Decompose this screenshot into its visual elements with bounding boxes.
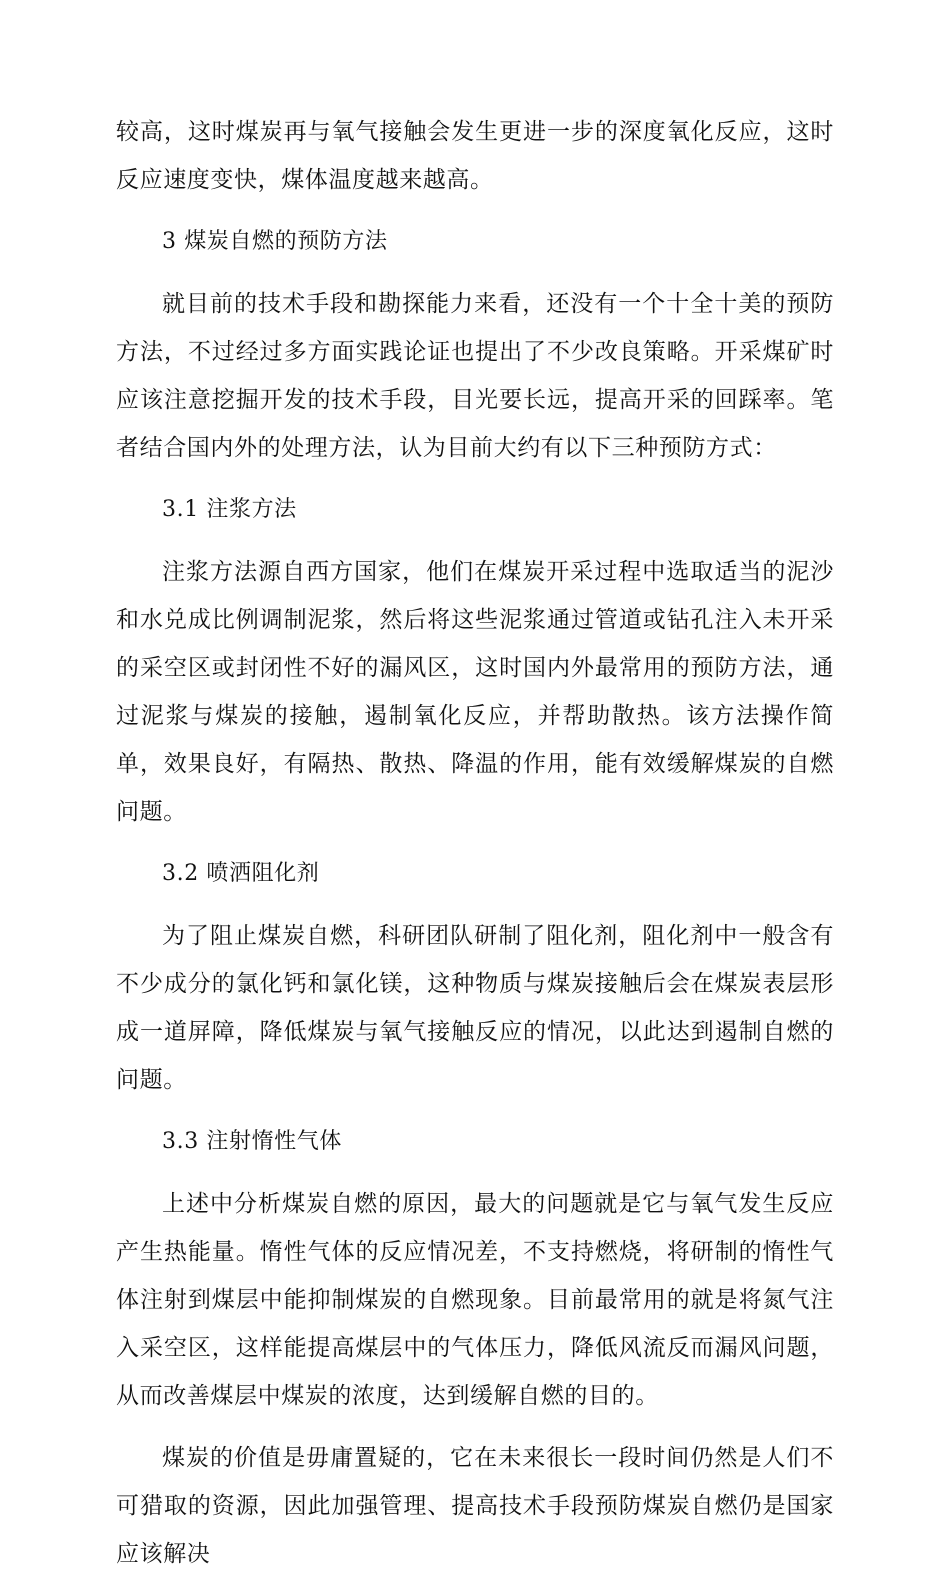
section-heading-3-3: 3.3 注射惰性气体 bbox=[162, 1129, 342, 1154]
section-heading-3-1: 3.1 注浆方法 bbox=[162, 497, 297, 522]
paragraph-oxidation-continued: 较高，这时煤炭再与氧气接触会发生更进一步的深度氧化反应，这时反应速度变快，煤体温度越来越高。 bbox=[116, 119, 834, 193]
section-heading-3: 3 煤炭自燃的预防方法 bbox=[162, 229, 388, 254]
paragraph-inhibitor: 为了阻止煤炭自燃，科研团队研制了阻化剂，阻化剂中一般含有不少成分的氯化钙和氯化镁，这种物质与煤炭接触后会在煤炭表层形成一道屏障，降低煤炭与氧气接触反应的情况，以此达到遏制自燃的问题。 bbox=[116, 923, 834, 1093]
document-page bbox=[116, 108, 834, 1578]
paragraph-prevention-intro: 就目前的技术手段和勘探能力来看，还没有一个十全十美的预防方法，不过经过多方面实践论证也提出了不少改良策略。开采煤矿时应该注意挖掘开发的技术手段，目光要长远，提高开采的回踩率。笔者结合国内外的处理方法，认为目前大约有以下三种预防方式： bbox=[116, 291, 834, 461]
section-heading-3-2: 3.2 喷洒阻化剂 bbox=[162, 861, 320, 886]
paragraph-inert-gas: 上述中分析煤炭自燃的原因，最大的问题就是它与氧气发生反应产生热能量。惰性气体的反应情况差，不支持燃烧，将研制的惰性气体注射到煤层中能抑制煤炭的自燃现象。目前最常用的就是将氮气注入采空区，这样能提高煤层中的气体压力，降低风流反而漏风问题，从而改善煤层中煤炭的浓度，达到缓解自燃的目的。 bbox=[116, 1191, 834, 1409]
paragraph-grouting: 注浆方法源自西方国家，他们在煤炭开采过程中选取适当的泥沙和水兑成比例调制泥浆，然后将这些泥浆通过管道或钻孔注入未开采的采空区或封闭性不好的漏风区，这时国内外最常用的预防方法，通过泥浆与煤炭的接触，遏制氧化反应，并帮助散热。该方法操作简单，效果良好，有隔热、散热、降温的作用，能有效缓解煤炭的自燃问题。 bbox=[116, 559, 834, 825]
paragraph-conclusion: 煤炭的价值是毋庸置疑的，它在未来很长一段时间仍然是人们不可猎取的资源，因此加强管理、提高技术手段预防煤炭自燃仍是国家应该解决 bbox=[116, 1445, 834, 1567]
